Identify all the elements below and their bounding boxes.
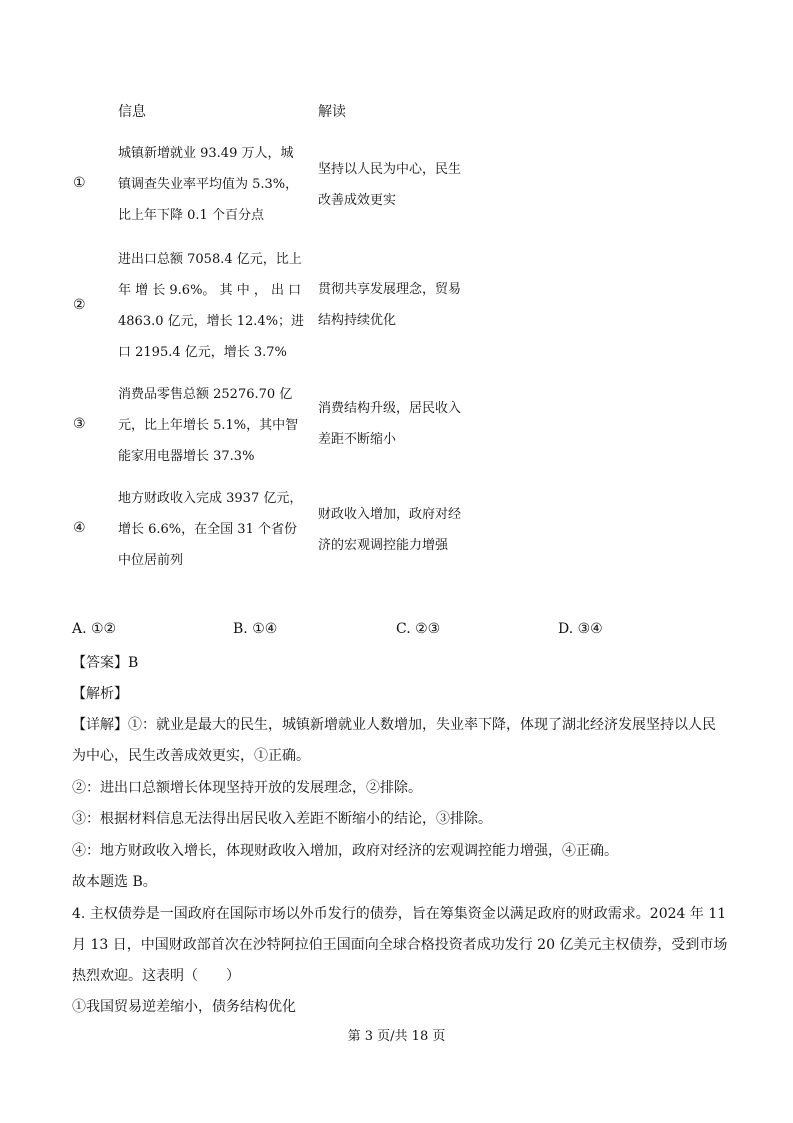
- row-4-reading-line: 财政收入增加，政府对经: [318, 507, 462, 522]
- row-2-number: ②: [73, 297, 86, 313]
- row-3-info: [118, 379, 298, 472]
- row-2-reading: [318, 274, 461, 336]
- detail-line-5: ④：地方财政收入增长，体现财政收入增加，政府对经济的宏观调控能力增强，④正确。: [72, 843, 618, 859]
- detail-line-6: 故本题选 B。: [72, 874, 157, 890]
- row-3-reading: [318, 393, 461, 455]
- row-2-info-line: 口 2195.4 亿元，增长 3.7%: [118, 345, 287, 360]
- detail-line-1: 【详解】①：就业是最大的民生，城镇新增就业人数增加，失业率下降，体现了湖北经济发展坚持以人民: [72, 717, 716, 733]
- row-4-info: [118, 483, 302, 576]
- table-header-reading: 解读: [318, 104, 346, 120]
- row-2-reading-line: 结构持续优化: [318, 313, 397, 328]
- question-4-line-4: ①我国贸易逆差缩小，债务结构优化: [72, 999, 296, 1015]
- row-1-reading-line: 改善成效更实: [318, 193, 397, 208]
- row-1-number: ①: [73, 175, 86, 191]
- detail-label: 详解: [86, 717, 114, 733]
- detail-line-4: ③：根据材料信息无法得出居民收入差距不断缩小的结论，③排除。: [72, 811, 492, 827]
- option-b: B. ①④: [233, 621, 278, 637]
- row-2-info-line: 年 增 长 9.6%。 其 中 ， 出 口: [118, 283, 302, 298]
- row-3-reading-line: 消费结构升级，居民收入: [318, 401, 462, 416]
- analysis-label: 解析: [86, 686, 114, 702]
- row-1-info-line: 城镇新增就业 93.49 万人，城: [118, 146, 294, 161]
- row-4-reading-line: 济的宏观调控能力增强: [318, 538, 449, 553]
- row-4-info-line: 中位居前列: [118, 553, 184, 568]
- row-3-number: ③: [73, 416, 86, 432]
- answer-line: 【答案】B: [72, 655, 139, 671]
- detail-line-2: 为中心，民生改善成效更实，①正确。: [72, 748, 310, 764]
- row-3-info-line: 能家用电器增长 37.3%: [118, 449, 255, 464]
- option-d: D. ③④: [558, 621, 603, 637]
- row-4-number: ④: [73, 520, 86, 536]
- row-3-info-line: 元，比上年增长 5.1%，其中智: [118, 418, 299, 433]
- answer-label: 答案: [86, 655, 114, 671]
- row-1-reading: [318, 154, 461, 216]
- row-3-info-line: 消费品零售总额 25276.70 亿: [118, 387, 293, 402]
- row-4-reading: [318, 499, 461, 561]
- row-3-reading-line: 差距不断缩小: [318, 432, 397, 447]
- analysis-heading: 【解析】: [72, 686, 128, 702]
- row-2-info-line: 4863.0 亿元，增长 12.4%；进: [118, 314, 305, 329]
- row-4-info-line: 地方财政收入完成 3937 亿元，: [118, 491, 303, 506]
- question-4-line-1: 4. 主权债券是一国政府在国际市场以外币发行的债券，旨在筹集资金以满足政府的财政需求。2024 年 11: [72, 906, 727, 922]
- detail-line-3: ②：进出口总额增长体现坚持开放的发展理念，②排除。: [72, 780, 422, 796]
- row-1-info-line: 镇调查失业率平均值为 5.3%，: [118, 177, 299, 192]
- page-footer: 第 3 页/共 18 页: [347, 1029, 446, 1044]
- table-header-info: 信息: [118, 104, 146, 120]
- row-2-reading-line: 贯彻共享发展理念，贸易: [318, 282, 462, 297]
- row-1-info: [118, 138, 298, 231]
- row-2-info: [118, 244, 304, 368]
- answer-value: B: [128, 655, 139, 671]
- row-1-reading-line: 坚持以人民为中心，民生: [318, 162, 462, 177]
- row-2-info-line: 进出口总额 7058.4 亿元，比上: [118, 252, 302, 267]
- detail-text: ①：就业是最大的民生，城镇新增就业人数增加，失业率下降，体现了湖北经济发展坚持以人民: [128, 717, 716, 733]
- row-4-info-line: 增长 6.6%，在全国 31 个省份: [118, 522, 297, 537]
- question-4-line-2: 月 13 日，中国财政部首次在沙特阿拉伯王国面向全球合格投资者成功发行 20 亿美元主权债券，受到市场: [72, 937, 728, 953]
- question-4-line-3: 热烈欢迎。这表明（ ）: [72, 968, 240, 984]
- option-a: A. ①②: [72, 621, 117, 637]
- row-1-info-line: 比上年下降 0.1 个百分点: [118, 208, 264, 223]
- option-c: C. ②③: [396, 621, 441, 637]
